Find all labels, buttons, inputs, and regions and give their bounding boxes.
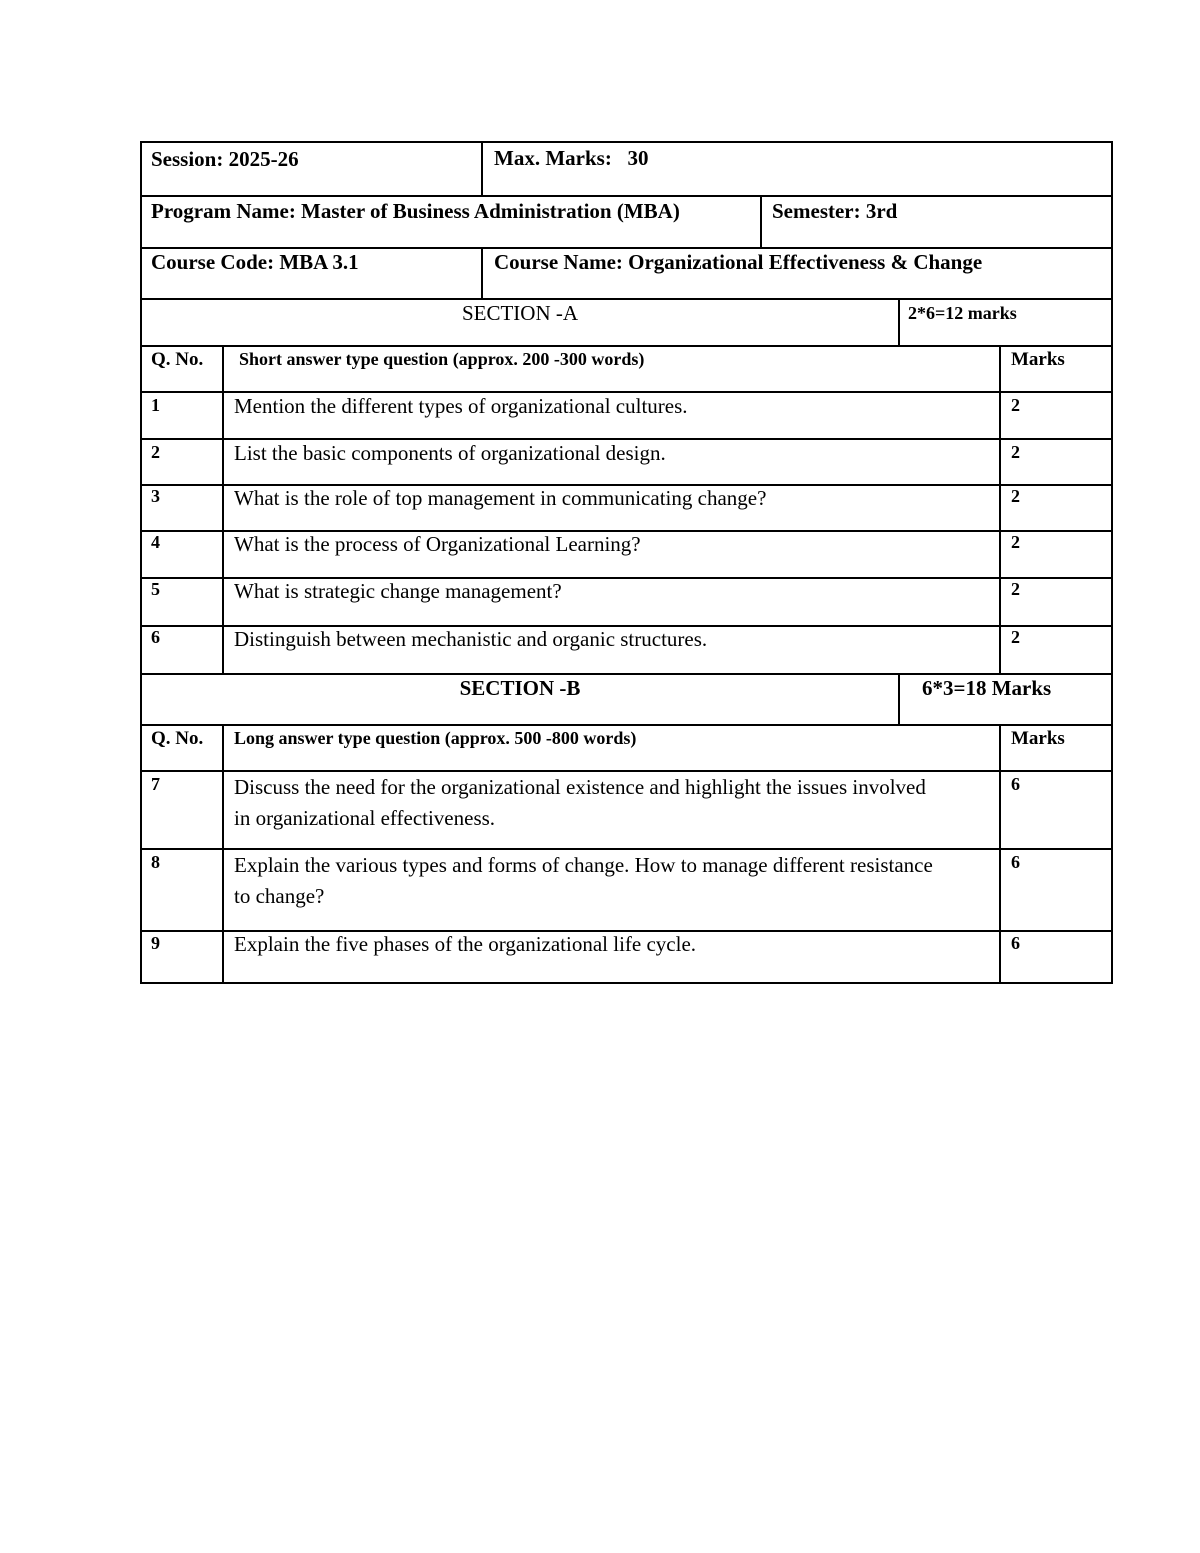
qno-cell [142, 440, 224, 484]
question-cell [224, 579, 1001, 625]
question-cell [224, 627, 1001, 673]
qno-cell [142, 486, 224, 530]
header-row-program [140, 195, 1113, 247]
qno-header-text: Q. No. [151, 349, 204, 370]
question-number: 4 [151, 532, 160, 552]
section-a-marks-header [1001, 347, 1111, 391]
marks-cell [1001, 772, 1111, 848]
course-code-text: Course Code: MBA 3.1 [151, 250, 359, 274]
question-marks: 2 [1011, 395, 1020, 415]
marks-cell [1001, 850, 1111, 930]
section-b-header-row [140, 724, 1113, 770]
question-text: Explain the five phases of the organizational life cycle. [234, 932, 697, 956]
table-row [140, 391, 1113, 438]
session-text: Session: 2025-26 [151, 147, 299, 171]
semester-text: Semester: 3rd [772, 199, 898, 223]
section-b-marks-header [1001, 726, 1111, 770]
table-row [140, 770, 1113, 848]
question-text: Distinguish between mechanistic and organic structures. [234, 627, 708, 651]
section-a-question-header [224, 347, 1001, 391]
question-number: 2 [151, 442, 160, 462]
table-row [140, 848, 1113, 930]
marks-header-text: Marks [1011, 728, 1065, 749]
section-a-marks-cell [900, 300, 1111, 345]
marks-cell [1001, 486, 1111, 530]
section-b-qno-header [142, 726, 224, 770]
question-marks: 2 [1011, 627, 1020, 647]
max-marks-cell [483, 143, 1111, 195]
semester-cell [762, 197, 1111, 247]
section-b-heading-row [140, 673, 1113, 724]
question-text: Mention the different types of organizational cultures. [234, 394, 688, 418]
question-text: List the basic components of organizational design. [234, 441, 666, 465]
session-cell [142, 143, 483, 195]
marks-cell [1001, 579, 1111, 625]
question-header-text: Short answer type question (approx. 200 -300 words) [239, 349, 645, 369]
question-number: 9 [151, 933, 160, 953]
question-marks: 2 [1011, 579, 1020, 599]
section-a-qno-header [142, 347, 224, 391]
question-text: Discuss the need for the organizational existence and highlight the issues involved in organizational effectiveness. [234, 775, 926, 830]
question-number: 1 [151, 395, 160, 415]
question-text: Explain the various types and forms of change. How to manage different resistance to change? [234, 853, 933, 908]
course-code-cell [142, 249, 483, 298]
question-marks: 2 [1011, 532, 1020, 552]
question-marks: 2 [1011, 442, 1020, 462]
question-cell [224, 850, 1001, 930]
question-cell [224, 532, 1001, 577]
question-number: 6 [151, 627, 160, 647]
program-name-cell [142, 197, 762, 247]
section-b-title-cell [142, 675, 900, 724]
question-marks: 6 [1011, 852, 1020, 872]
question-cell [224, 932, 1001, 982]
question-number: 5 [151, 579, 160, 599]
question-number: 7 [151, 774, 160, 794]
marks-cell [1001, 393, 1111, 438]
question-text: What is the role of top management in communicating change? [234, 486, 767, 510]
section-a-title: SECTION -A [461, 301, 579, 325]
table-row [140, 625, 1113, 673]
section-a-title-cell [142, 300, 900, 345]
qno-cell [142, 393, 224, 438]
section-a-header-row [140, 345, 1113, 391]
course-name-cell [483, 249, 1111, 298]
section-a-heading-row [140, 298, 1113, 345]
qno-cell [142, 772, 224, 848]
qno-cell [142, 579, 224, 625]
table-row [140, 438, 1113, 484]
section-b-marks-formula: 6*3=18 Marks [922, 676, 1052, 700]
marks-cell [1001, 932, 1111, 982]
question-cell [224, 440, 1001, 484]
marks-cell [1001, 627, 1111, 673]
marks-header-text: Marks [1011, 349, 1065, 370]
marks-cell [1001, 440, 1111, 484]
marks-cell [1001, 532, 1111, 577]
program-name-text: Program Name: Master of Business Administration (MBA) [151, 199, 680, 223]
section-b-marks-cell [900, 675, 1111, 724]
question-paper-table [140, 141, 1113, 984]
question-marks: 2 [1011, 486, 1020, 506]
section-b-title: SECTION -B [459, 676, 581, 700]
question-text: What is strategic change management? [234, 579, 562, 603]
table-row [140, 530, 1113, 577]
course-name-text: Course Name: Organizational Effectiveness & Change [494, 250, 983, 274]
question-marks: 6 [1011, 774, 1020, 794]
question-text: What is the process of Organizational Learning? [234, 532, 641, 556]
question-header-text: Long answer type question (approx. 500 -800 words) [234, 728, 637, 748]
question-number: 3 [151, 486, 160, 506]
question-marks: 6 [1011, 933, 1020, 953]
table-row [140, 484, 1113, 530]
question-cell [224, 772, 1001, 848]
question-number: 8 [151, 852, 160, 872]
header-row-course [140, 247, 1113, 298]
qno-cell [142, 932, 224, 982]
section-b-question-header [224, 726, 1001, 770]
qno-cell [142, 627, 224, 673]
question-cell [224, 486, 1001, 530]
section-a-marks-formula: 2*6=12 marks [908, 303, 1017, 323]
table-row [140, 930, 1113, 984]
question-cell [224, 393, 1001, 438]
max-marks-text: Max. Marks: 30 [494, 146, 649, 170]
header-row-session [140, 141, 1113, 195]
qno-cell [142, 850, 224, 930]
table-row [140, 577, 1113, 625]
qno-header-text: Q. No. [151, 728, 204, 749]
qno-cell [142, 532, 224, 577]
